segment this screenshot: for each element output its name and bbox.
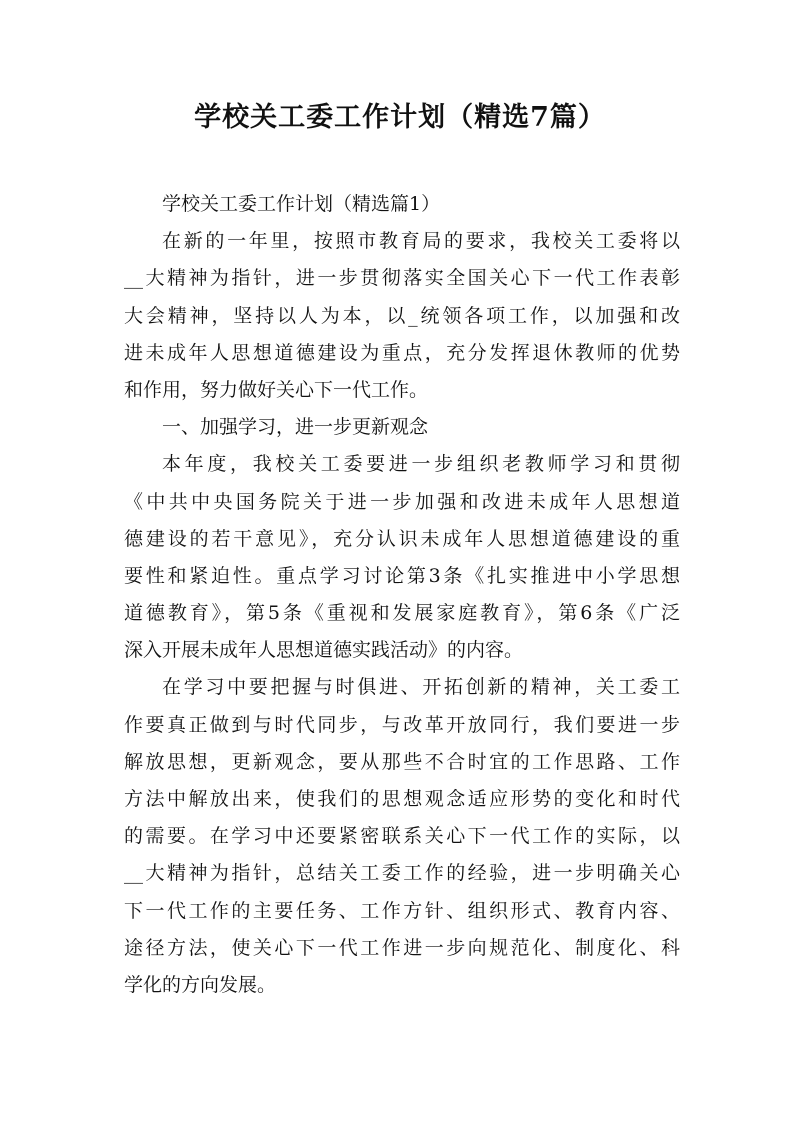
document-title: 学校关工委工作计划（精选7篇）: [194, 102, 606, 133]
paragraph-line: 下一代工作的主要任务、工作方针、组织形式、教育内容、: [124, 899, 680, 922]
paragraph-line: 《中共中央国务院关于进一步加强和改进未成年人思想道: [124, 490, 680, 513]
paragraph-line: 的需要。在学习中还要紧密联系关心下一代工作的实际，以: [124, 825, 680, 848]
paragraph-line: 进未成年人思想道德建设为重点，充分发挥退休教师的优势: [124, 341, 680, 364]
document-body: [124, 186, 680, 1004]
paragraph-line: 深入开展未成年人思想道德实践活动》的内容。: [124, 639, 524, 662]
paragraph-line: 大会精神，坚持以人为本，以_统领各项工作，以加强和改: [124, 304, 680, 327]
paragraph-line: 德建设的若干意见》，充分认识未成年人思想道德建设的重: [124, 527, 680, 550]
paragraph-line: 解放思想，更新观念，要从那些不合时宜的工作思路、工作: [124, 750, 680, 773]
paragraph-line: 本年度，我校关工委要进一步组织老教师学习和贯彻: [162, 453, 680, 476]
paragraph-line: 和作用，努力做好关心下一代工作。: [124, 378, 429, 401]
paragraph-line: __大精神为指针，进一步贯彻落实全国关心下一代工作表彰: [124, 267, 680, 290]
paragraph-line: 在学习中要把握与时俱进、开拓创新的精神，关工委工: [162, 676, 680, 699]
subsection-heading: 一、加强学习，进一步更新观念: [162, 416, 429, 439]
paragraph-line: 作要真正做到与时代同步，与改革开放同行，我们要进一步: [124, 713, 680, 736]
paragraph-line: 要性和紧迫性。重点学习讨论第3条《扎实推进中小学思想: [124, 564, 680, 587]
paragraph-line: 在新的一年里，按照市教育局的要求，我校关工委将以: [162, 230, 680, 253]
paragraph-line: 学化的方向发展。: [124, 973, 277, 996]
paragraph-line: 道德教育》，第5条《重视和发展家庭教育》，第6条《广泛: [124, 602, 680, 625]
paragraph-line: __大精神为指针，总结关工委工作的经验，进一步明确关心: [124, 862, 680, 885]
paragraph-line: 途径方法，使关心下一代工作进一步向规范化、制度化、科: [124, 936, 680, 959]
paragraph-line: 方法中解放出来，使我们的思想观念适应形势的变化和时代: [124, 788, 680, 810]
section-heading: 学校关工委工作计划（精选篇1）: [162, 193, 441, 215]
